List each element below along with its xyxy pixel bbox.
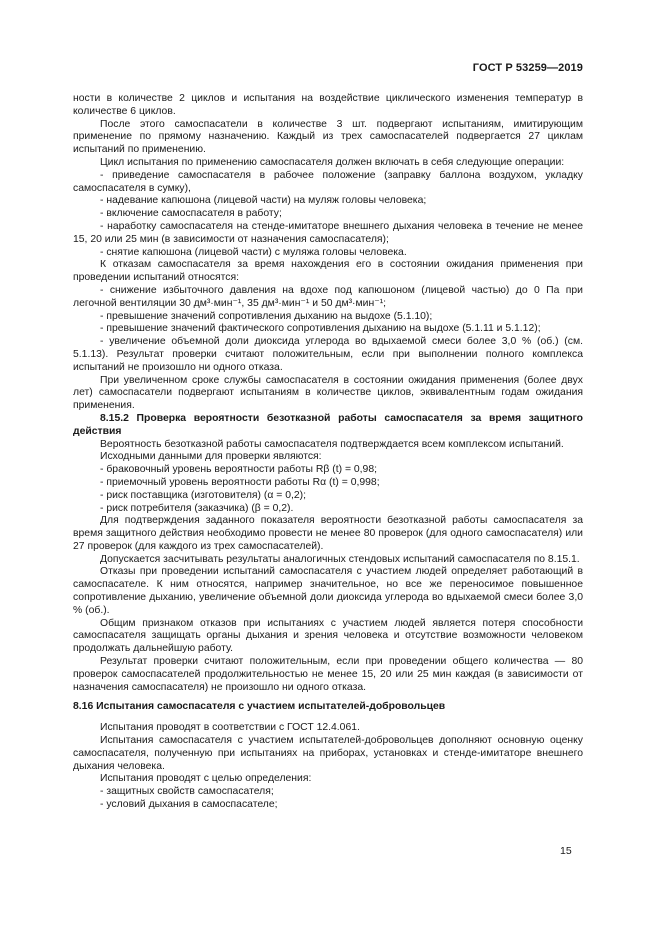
paragraph: - снятие капюшона (лицевой части) с муляжа головы человека. [100, 246, 407, 258]
paragraph: Для подтверждения заданного показателя вероятности безотказной работы самоспасателя за время защитного действия необходимо провести не менее 80 проверок (для одного самоспасателя) или 27 проверок (для каждого из трех самоспасателей). [73, 515, 583, 552]
paragraph: После этого самоспасатели в количестве 3 шт. подвергают испытаниям, имитирующим применение по прямому назначению. Каждый из трех самоспасателей подвергается 27 циклам испытаний по применению. [73, 118, 583, 156]
paragraph: - надевание капюшона (лицевой части) на муляж головы человека; [100, 195, 427, 207]
section-heading: 8.16 Испытания самоспасателя с участием испытателей-добровольцев [73, 701, 446, 713]
document-body [73, 93, 583, 812]
paragraph: Испытания проводят с целью определения: [100, 773, 312, 785]
paragraph: Общим признаком отказов при испытаниях с участием людей является потеря способности самоспасателя защищать органы дыхания и зрения человека и отсутствие возможности человеком продолжать дальнейшую работу. [73, 617, 583, 655]
paragraph: - условий дыхания в самоспасателе; [100, 799, 278, 811]
paragraph: Отказы при проведении испытаний самоспасателя с участием людей определяет работающий в самоспасателе. К ним относятся, например значительное, но все же переносимое повышенное сопротивление дыханию, увеличение объемной доли диоксида углерода во вдыхаемой смеси более 3,0 % (об.). [73, 566, 583, 616]
paragraph: К отказам самоспасателя за время нахождения его в состоянии ожидания применения при проведении испытаний относятся: [73, 259, 583, 284]
paragraph: - риск потребителя (заказчика) (β = 0,2). [100, 502, 294, 514]
paragraph: Испытания самоспасателя с участием испытателей-добровольцев дополняют основную оценку самоспасателя, полученную при испытаниях на приборах, установках и стенде-имитаторе внешнего дыхания человека. [73, 735, 583, 772]
paragraph: - риск поставщика (изготовителя) (α = 0,2); [100, 489, 306, 501]
paragraph: Цикл испытания по применению самоспасателя должен включать в себя следующие операции: [100, 156, 565, 168]
paragraph: - включение самоспасателя в работу; [100, 208, 282, 220]
paragraph: - снижение избыточного давления на вдохе под капюшоном (лицевой частью) до 0 Па при легочной вентиляции 30 дм³·мин⁻¹, 35 дм³·мин⁻¹ и 50 дм³·мин⁻¹; [73, 284, 583, 309]
paragraph: - превышение значений фактического сопротивления дыханию на выдохе (5.1.11 и 5.1.12); [100, 323, 541, 335]
paragraph: Допускается засчитывать результаты аналогичных стендовых испытаний самоспасателя по 8.15.1. [100, 553, 580, 565]
document-number: ГОСТ Р 53259—2019 [472, 62, 583, 74]
paragraph: - приведение самоспасателя в рабочее положение (заправку баллона воздухом, укладку самоспасателя в сумку), [73, 169, 583, 194]
paragraph: - браковочный уровень вероятности работы Rβ (t) = 0,98; [100, 464, 378, 476]
paragraph: ности в количестве 2 циклов и испытания на воздействие циклического изменения температур в количестве 6 циклов. [73, 93, 583, 117]
paragraph: Результат проверки считают положительным, если при проведении общего количества — 80 проверок самоспасателей продолжительностью не менее 15, 20 или 25 мин каждая (в зависимости от назначения самоспасателя) не произошло ни одного отказа. [73, 656, 583, 693]
page-number: 15 [560, 845, 572, 857]
paragraph: Исходными данными для проверки являются: [100, 451, 322, 463]
section-heading: 8.15.2 Проверка вероятности безотказной работы самоспасателя за время защитного действия [73, 412, 583, 437]
paragraph: Вероятность безотказной работы самоспасателя подтверждается всем комплексом испытаний. [100, 438, 564, 450]
paragraph: - увеличение объемной доли диоксида углерода во вдыхаемой смеси более 3,0 % (об.) (см. 5.1.13). Результат проверки считают положительным, если при выполнении полного комплекса испытаний не произошло ни одного отказа. [73, 336, 583, 373]
paragraph: При увеличенном сроке службы самоспасателя в состоянии ожидания применения (более двух лет) самоспасатели подвергают испытаниям в количестве циклов, эквивалентным годам ожидания применения. [73, 374, 583, 412]
paragraph: - защитных свойств самоспасателя; [100, 786, 274, 798]
paragraph: - наработку самоспасателя на стенде-имитаторе внешнего дыхания человека в течение не менее 15, 20 или 25 мин (в зависимости от назначения самоспасателя); [73, 220, 583, 245]
paragraph: Испытания проводят в соответствии с ГОСТ 12.4.061. [100, 722, 360, 734]
paragraph: - превышение значений сопротивления дыханию на выдохе (5.1.10); [100, 310, 433, 322]
paragraph: - приемочный уровень вероятности работы Rα (t) = 0,998; [100, 476, 380, 488]
